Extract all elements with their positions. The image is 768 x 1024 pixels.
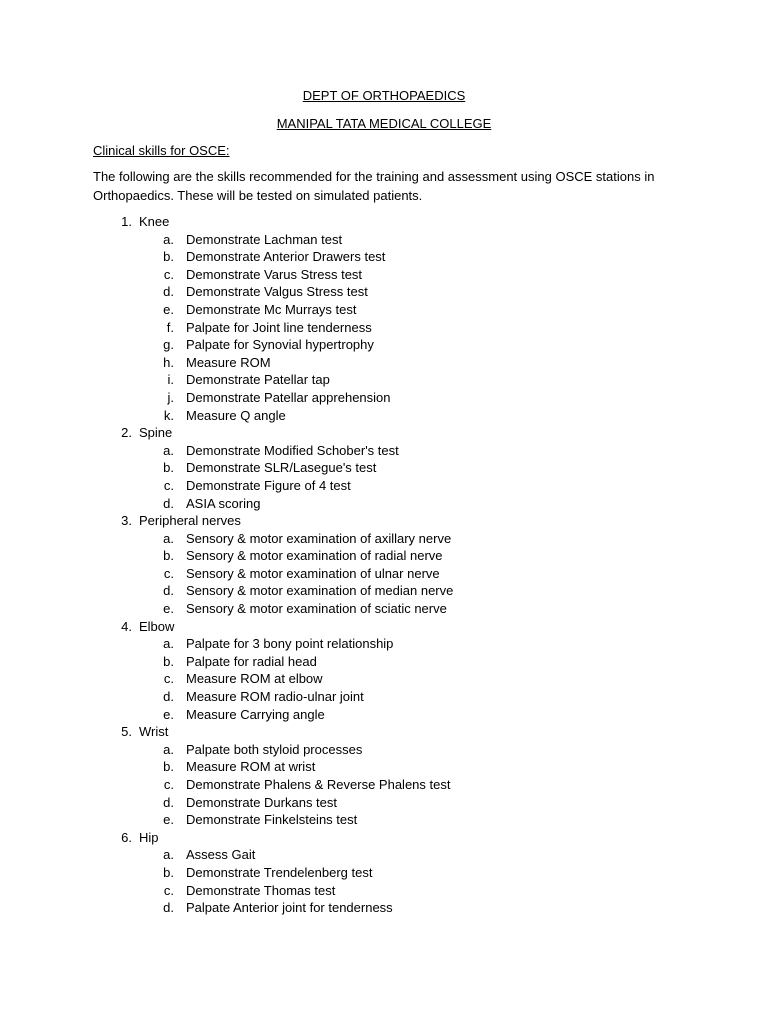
list-item [0,371,768,389]
section-row [0,723,768,741]
list-item [0,706,768,724]
item-text: Demonstrate Anterior Drawers test [186,249,386,265]
item-letter: d. [163,689,174,705]
item-letter: b. [163,460,174,476]
list-item [0,336,768,354]
item-letter: d. [163,284,174,300]
list-item [0,776,768,794]
item-letter: i. [167,372,174,388]
list-item [0,319,768,337]
list-item [0,635,768,653]
item-letter: f. [166,319,174,335]
item-text: Demonstrate Varus Stress test [186,266,363,282]
item-letter: e. [163,812,174,828]
item-text: Demonstrate Mc Murrays test [186,301,357,317]
item-text: Measure Q angle [186,407,286,423]
item-text: Palpate Anterior joint for tenderness [186,900,393,916]
item-letter: c. [163,882,174,898]
item-letter: e. [163,706,174,722]
section-row [0,829,768,847]
item-text: Demonstrate SLR/Lasegue's test [186,460,377,476]
item-text: Sensory & motor examination of median nerve [186,583,454,599]
item-text: Demonstrate Durkans test [186,794,338,810]
item-letter: d. [163,583,174,599]
item-letter: a. [163,847,174,863]
list-item [0,653,768,671]
item-letter: j. [167,389,174,405]
section-number: 4. [121,618,132,634]
intro-paragraph: The following are the skills recommended for the training and assessment using OSCE stations in Orthopaedics. These will be tested on simulated patients. [93,169,655,203]
section-title: Spine [139,425,173,441]
item-text: Demonstrate Valgus Stress test [186,284,368,300]
section-title: Knee [139,214,170,229]
section-row [0,618,768,636]
list-item [0,389,768,407]
section-number: 3. [121,513,132,529]
item-letter: h. [163,354,174,370]
item-letter: c. [163,671,174,687]
item-letter: b. [163,249,174,265]
item-text: Demonstrate Lachman test [186,231,343,247]
item-text: Sensory & motor examination of radial nerve [186,548,443,564]
list-item [0,688,768,706]
item-letter: b. [163,864,174,880]
item-letter: a. [163,530,174,546]
item-text: Palpate for Joint line tenderness [186,319,372,335]
item-text: Demonstrate Thomas test [186,882,336,898]
list-item [0,600,768,618]
item-text: Demonstrate Phalens & Reverse Phalens test [186,777,451,792]
item-letter: c. [163,565,174,581]
item-text: Palpate for 3 bony point relationship [186,636,394,652]
item-letter: b. [163,548,174,564]
section-number: 6. [121,829,132,845]
section-number: 5. [121,724,132,740]
list-item [0,407,768,425]
section-number: 2. [121,425,132,441]
list-item [0,266,768,284]
item-letter: g. [163,337,174,353]
list-item [0,582,768,600]
item-letter: c. [163,477,174,493]
list-item [0,758,768,776]
item-text: Sensory & motor examination of axillary nerve [186,530,452,546]
list-item [0,442,768,460]
item-letter: e. [163,301,174,317]
section-title: Elbow [139,618,175,634]
item-letter: a. [163,231,174,247]
section-subheading: Clinical skills for OSCE: [93,143,230,158]
list-item [0,231,768,249]
item-letter: e. [163,601,174,617]
list-item [0,301,768,319]
item-letter: c. [163,266,174,282]
list-item [0,670,768,688]
item-letter: a. [163,636,174,652]
item-text: Palpate both styloid processes [186,741,363,757]
item-text: Sensory & motor examination of sciatic nerve [186,601,447,617]
item-letter: d. [163,900,174,916]
item-text: Assess Gait [186,847,256,863]
list-item [0,283,768,301]
list-item [0,477,768,495]
section-title: Wrist [139,724,169,740]
item-letter: a. [163,442,174,458]
section-title: Peripheral nerves [139,513,241,529]
item-text: Measure ROM at elbow [186,671,323,687]
item-text: Measure ROM at wrist [186,759,316,775]
section-row [0,512,768,530]
list-item [0,846,768,864]
item-text: Demonstrate Patellar tap [186,372,330,388]
item-text: Palpate for radial head [186,653,317,669]
section-row [0,213,768,231]
item-text: Demonstrate Figure of 4 test [186,477,351,493]
list-item [0,354,768,372]
list-item [0,495,768,513]
list-item [0,882,768,900]
college-heading: MANIPAL TATA MEDICAL COLLEGE [276,116,492,131]
item-letter: b. [163,759,174,775]
item-text: Palpate for Synovial hypertrophy [186,337,374,353]
department-heading: DEPT OF ORTHOPAEDICS [302,88,466,103]
item-text: Measure ROM [186,354,271,370]
list-item [0,794,768,812]
list-item [0,530,768,548]
list-item [0,864,768,882]
skills-list [0,213,768,917]
list-item [0,248,768,266]
item-letter: a. [163,741,174,757]
section-row [0,424,768,442]
item-text: Sensory & motor examination of ulnar nerve [186,565,440,581]
list-item [0,899,768,917]
item-letter: c. [163,777,174,792]
item-text: ASIA scoring [186,495,261,511]
item-text: Demonstrate Finkelsteins test [186,812,358,828]
item-letter: k. [163,407,174,423]
list-item [0,811,768,829]
list-item [0,565,768,583]
list-item [0,741,768,759]
section-number: 1. [121,214,132,229]
item-letter: b. [163,653,174,669]
item-letter: d. [163,794,174,810]
section-title: Hip [139,829,159,845]
list-item [0,547,768,565]
item-text: Measure ROM radio-ulnar joint [186,689,364,705]
item-text: Demonstrate Patellar apprehension [186,389,391,405]
item-text: Measure Carrying angle [186,706,325,722]
list-item [0,459,768,477]
item-letter: d. [163,495,174,511]
item-text: Demonstrate Modified Schober's test [186,442,399,458]
item-text: Demonstrate Trendelenberg test [186,864,373,880]
